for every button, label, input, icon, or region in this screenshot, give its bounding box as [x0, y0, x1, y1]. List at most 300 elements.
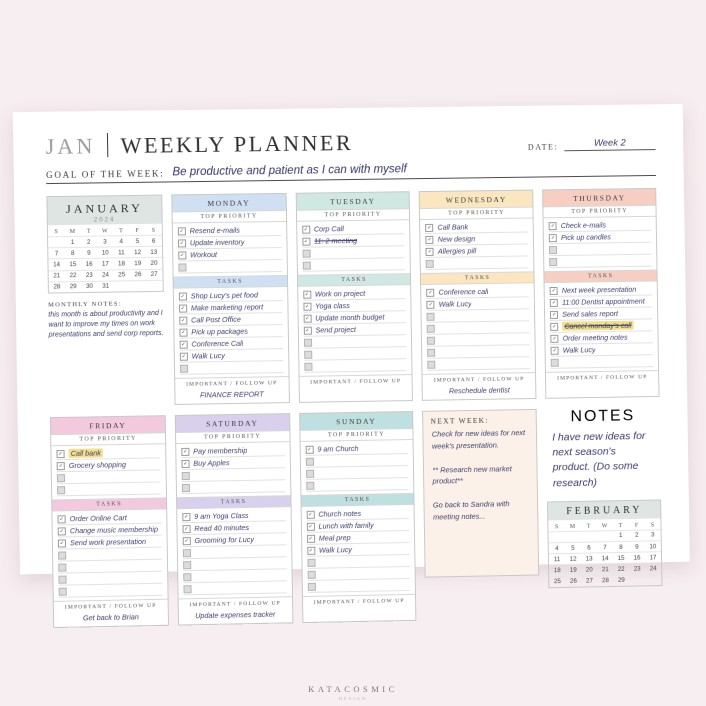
calendar-day-cell[interactable]: 6 — [581, 542, 597, 553]
checkbox-icon[interactable]: ✓ — [308, 511, 313, 518]
calendar-day-cell[interactable]: 21 — [597, 564, 613, 575]
checkbox-icon[interactable]: ✓ — [184, 537, 189, 544]
list-item-label: Order Online Cart — [69, 513, 127, 524]
next-week-body[interactable]: Check for new ideas for next week's presentation. ** Research new market product** Go back to Sandra with meeting notes... — [431, 428, 526, 522]
calendar-day-cell[interactable]: 16 — [629, 552, 645, 563]
important-follow-up-header: IMPORTANT / FOLLOW UP — [303, 594, 416, 608]
day-card-title: SATURDAY — [176, 414, 289, 432]
date-input[interactable]: Week 2 — [564, 137, 655, 151]
calendar-dow: S — [650, 522, 655, 529]
calendar-day-cell[interactable]: 11 — [113, 247, 129, 258]
calendar-day-cell[interactable]: 26 — [565, 576, 581, 587]
january-column — [46, 195, 165, 407]
calendar-day-cell[interactable]: 15 — [613, 553, 629, 564]
calendar-day-cell[interactable]: 9 — [629, 541, 645, 552]
calendar-dow: F — [634, 522, 639, 529]
checkbox-icon[interactable] — [428, 360, 436, 368]
checkbox-icon[interactable] — [58, 563, 66, 571]
calendar-day-cell[interactable]: 25 — [549, 576, 565, 587]
list-item-label: Walk Lucy — [191, 351, 225, 361]
list-item-label: Meal prep — [318, 533, 351, 543]
checkbox-icon[interactable] — [427, 312, 435, 320]
list-item[interactable] — [183, 581, 286, 595]
calendar-day-cell[interactable]: 29 — [613, 575, 629, 586]
calendar-day-cell[interactable]: 29 — [65, 281, 81, 292]
checkbox-icon[interactable] — [181, 471, 189, 479]
calendar-dow: S — [151, 227, 156, 234]
day-card-title: TUESDAY — [296, 192, 409, 210]
day-column-wednesday — [419, 190, 537, 401]
list-item-label: 9 am Church — [317, 443, 359, 454]
checkbox-icon[interactable] — [427, 324, 435, 332]
checkbox-icon[interactable]: ✓ — [551, 299, 557, 306]
checkbox-icon[interactable]: ✓ — [552, 323, 557, 330]
calendar-day-cell[interactable]: 15 — [65, 259, 81, 270]
checkbox-icon[interactable]: ✓ — [181, 341, 186, 348]
important-follow-up-header: IMPORTANT / FOLLOW UP — [423, 372, 536, 386]
checkbox-icon[interactable] — [57, 486, 65, 494]
tasks-list — [301, 505, 415, 596]
day-card-title: MONDAY — [172, 194, 285, 212]
day-card-saturday — [175, 413, 293, 625]
calendar-day-cell[interactable]: 27 — [146, 269, 162, 280]
tasks-header: TASKS — [421, 271, 534, 285]
calendar-day-cell[interactable]: 20 — [581, 564, 597, 575]
calendar-day-cell[interactable]: 26 — [130, 269, 146, 280]
calendar-day-cell[interactable]: 5 — [565, 542, 581, 553]
checkbox-icon[interactable]: ✓ — [550, 234, 556, 241]
calendar-week-row — [549, 574, 661, 587]
calendar-dow: T — [618, 522, 623, 529]
list-item-label: Next week presentation — [561, 284, 637, 295]
day-column-thursday — [542, 188, 659, 399]
tasks-header: TASKS — [177, 495, 290, 509]
list-item[interactable] — [182, 480, 285, 494]
checkbox-icon[interactable]: ✓ — [184, 525, 189, 532]
calendar-day-cell[interactable]: 8 — [64, 248, 80, 259]
list-item[interactable] — [180, 361, 283, 375]
checkbox-icon[interactable]: ✓ — [59, 515, 64, 522]
date-field-group — [528, 137, 656, 154]
checkbox-icon[interactable] — [307, 570, 315, 578]
calendar-day-cell[interactable]: 3 — [645, 530, 661, 541]
important-follow-up-header: IMPORTANT / FOLLOW UP — [178, 596, 291, 610]
tasks-header: TASKS — [52, 497, 166, 511]
important-follow-up-header: IMPORTANT / FOLLOW UP — [54, 599, 168, 613]
calendar-day-cell[interactable]: 3 — [97, 236, 113, 247]
day-card-monday — [171, 193, 289, 405]
goal-row — [46, 160, 656, 184]
tasks-list — [298, 285, 412, 376]
calendar-day-cell — [48, 237, 64, 248]
list-item[interactable] — [549, 255, 651, 268]
calendar-dow: T — [86, 228, 91, 235]
checkbox-icon[interactable]: ✓ — [552, 311, 557, 318]
important-follow-up-header: IMPORTANT / FOLLOW UP — [175, 376, 288, 390]
list-item[interactable] — [178, 260, 281, 274]
checkbox-icon[interactable]: ✓ — [427, 236, 432, 243]
tasks-header: TASKS — [301, 493, 414, 507]
list-item-label: Send project — [315, 324, 356, 335]
checkbox-icon[interactable]: ✓ — [179, 227, 184, 234]
monthly-notes-title: MONTHLY NOTES: — [48, 300, 122, 309]
calendar-day-cell — [645, 574, 661, 585]
checkbox-icon[interactable]: ✓ — [551, 287, 556, 294]
list-item-label: Grooming for Lucy — [194, 534, 255, 546]
list-item-label: Read 40 minutes — [194, 522, 250, 533]
important-follow-up-note[interactable] — [299, 386, 412, 402]
checkbox-icon[interactable]: ✓ — [183, 460, 188, 467]
calendar-day-cell[interactable]: 22 — [65, 270, 81, 281]
calendar-day-cell[interactable]: 4 — [549, 543, 565, 554]
calendar-day-cell[interactable]: 28 — [597, 575, 613, 586]
list-item[interactable] — [428, 357, 531, 371]
checkbox-icon[interactable] — [304, 338, 312, 346]
tasks-list — [421, 283, 535, 374]
calendar-day-cell[interactable]: 10 — [645, 541, 661, 552]
calendar-day-cell[interactable]: 10 — [97, 247, 113, 258]
list-item[interactable] — [306, 478, 409, 492]
calendar-day-cell[interactable]: 13 — [581, 553, 597, 564]
top-priority-list — [173, 222, 287, 277]
checkbox-icon[interactable]: ✓ — [305, 315, 310, 322]
top-priority-header: TOP PRIORITY — [420, 207, 533, 221]
checkbox-icon[interactable] — [549, 258, 557, 266]
list-item-label: Order meeting notes — [562, 332, 628, 343]
top-priority-list — [297, 220, 411, 275]
list-item-label: Pay membership — [193, 445, 248, 456]
january-month-name: JANUARY — [65, 200, 144, 216]
day-column-sunday — [299, 411, 417, 623]
checkbox-icon[interactable]: ✓ — [179, 239, 185, 246]
day-column-saturday — [175, 413, 293, 625]
checkbox-icon[interactable]: ✓ — [58, 462, 63, 469]
calendar-day-cell[interactable]: 28 — [49, 282, 65, 293]
list-item-label: Send sales report — [562, 308, 619, 319]
checkbox-icon[interactable] — [182, 483, 190, 491]
checkbox-icon[interactable]: ✓ — [181, 353, 186, 360]
january-calendar-card — [46, 195, 163, 294]
calendar-day-cell — [597, 531, 613, 542]
checkbox-icon[interactable]: ✓ — [308, 523, 313, 530]
checkbox-icon[interactable] — [302, 261, 310, 269]
checkbox-icon[interactable] — [426, 259, 434, 267]
day-column-friday — [50, 415, 169, 628]
checkbox-icon[interactable]: ✓ — [552, 347, 557, 354]
important-follow-up-header: IMPORTANT / FOLLOW UP — [299, 374, 412, 388]
checkbox-icon[interactable]: ✓ — [552, 335, 557, 342]
checkbox-icon[interactable]: ✓ — [182, 448, 188, 455]
list-item-label: Conference call — [438, 286, 489, 297]
checkbox-icon[interactable]: ✓ — [427, 224, 432, 231]
calendar-day-cell[interactable]: 31 — [97, 281, 113, 292]
important-follow-up-note[interactable]: Update expenses tracker — [195, 609, 276, 621]
calendar-dow: T — [586, 523, 591, 530]
brand-footer — [0, 684, 706, 701]
checkbox-icon[interactable] — [427, 336, 435, 344]
planner-page — [13, 104, 690, 623]
day-column-monday — [171, 193, 289, 405]
tasks-list — [177, 507, 292, 598]
calendar-dow: T — [119, 228, 123, 235]
calendar-day-cell[interactable]: 7 — [48, 248, 64, 259]
list-item-label: Check e-mails — [560, 220, 607, 231]
top-priority-header: TOP PRIORITY — [51, 432, 165, 446]
list-item-label: Conference Call — [191, 338, 244, 349]
checkbox-icon[interactable] — [427, 348, 435, 356]
important-follow-up-note[interactable]: Get back to Brian — [82, 612, 139, 623]
calendar-day-cell[interactable]: 18 — [549, 565, 565, 576]
checkbox-icon[interactable] — [549, 246, 557, 254]
checkbox-icon[interactable]: ✓ — [59, 527, 64, 534]
top-priority-header: TOP PRIORITY — [297, 208, 410, 222]
calendar-day-cell[interactable]: 13 — [146, 246, 162, 257]
calendar-day-cell[interactable]: 6 — [145, 235, 161, 246]
top-priority-list — [544, 217, 657, 271]
top-priority-header: TOP PRIORITY — [176, 430, 289, 444]
list-item-label: Pick up packages — [191, 326, 248, 337]
important-follow-up-note[interactable] — [303, 606, 416, 622]
february-calendar-card — [547, 499, 662, 588]
calendar-day-cell[interactable]: 22 — [613, 564, 629, 575]
list-item[interactable] — [551, 355, 653, 369]
tasks-header: TASKS — [173, 275, 286, 289]
monthly-notes-body[interactable]: this month is about productivity and I want to improve my times on work presentations and send corp reports. — [48, 309, 164, 339]
checkbox-icon[interactable] — [183, 549, 191, 557]
checkbox-icon[interactable]: ✓ — [308, 535, 313, 542]
checkbox-icon[interactable]: ✓ — [304, 291, 310, 298]
checkbox-icon[interactable]: ✓ — [307, 446, 312, 453]
day-card-sunday — [299, 411, 417, 623]
checkbox-icon[interactable] — [306, 481, 314, 489]
day-card-friday — [50, 415, 169, 628]
checkbox-icon[interactable] — [307, 558, 315, 566]
next-week-card[interactable] — [422, 409, 539, 578]
checkbox-icon[interactable] — [304, 362, 312, 370]
list-item-label: Call bank — [69, 448, 103, 458]
checkbox-icon[interactable] — [305, 457, 313, 465]
top-priority-header: TOP PRIORITY — [544, 205, 656, 219]
calendar-dow: W — [601, 523, 608, 530]
checkbox-icon[interactable]: ✓ — [179, 251, 185, 258]
list-item[interactable] — [59, 584, 163, 598]
list-item-label: Resend e-mails — [189, 225, 240, 236]
calendar-day-cell[interactable]: 23 — [81, 270, 97, 281]
day-card-title: THURSDAY — [543, 189, 655, 206]
calendar-day-cell[interactable]: 8 — [613, 541, 629, 552]
checkbox-icon[interactable]: ✓ — [427, 248, 433, 255]
list-item-label: Allergies pill — [437, 246, 477, 256]
page-title: WEEKLY PLANNER — [120, 129, 354, 158]
date-label: DATE: — [527, 142, 559, 152]
calendar-dow: S — [554, 524, 559, 531]
calendar-week-row — [49, 280, 163, 292]
notes-card[interactable] — [546, 407, 661, 492]
top-row — [46, 188, 659, 407]
calendar-day-cell[interactable]: 21 — [49, 270, 65, 281]
page-header — [45, 126, 655, 160]
checkbox-icon[interactable] — [59, 587, 67, 595]
checkbox-icon[interactable] — [307, 582, 315, 590]
calendar-day-cell[interactable]: 24 — [645, 563, 661, 574]
calendar-day-cell — [114, 281, 130, 292]
brand-name: KATACOSMIC — [308, 684, 398, 694]
checkbox-icon[interactable]: ✓ — [303, 238, 309, 245]
important-follow-up-header: IMPORTANT / FOLLOW UP — [546, 370, 658, 384]
calendar-day-cell[interactable]: 25 — [114, 269, 130, 280]
checkbox-icon[interactable]: ✓ — [550, 222, 555, 229]
checkbox-icon[interactable]: ✓ — [308, 547, 314, 554]
calendar-day-cell[interactable]: 16 — [81, 259, 97, 270]
day-card-title: WEDNESDAY — [420, 191, 533, 209]
calendar-day-cell[interactable]: 12 — [129, 247, 145, 258]
list-item-label: Send work presentation — [69, 536, 147, 548]
top-priority-header: TOP PRIORITY — [300, 428, 413, 442]
list-item[interactable] — [302, 258, 405, 272]
brand-sub: DESIGN — [338, 696, 368, 701]
checkbox-icon[interactable]: ✓ — [428, 289, 433, 296]
calendar-day-cell[interactable]: 2 — [629, 530, 645, 541]
tasks-header: TASKS — [298, 273, 411, 287]
calendar-day-cell — [581, 531, 597, 542]
calendar-dow: F — [135, 227, 139, 235]
list-item-label: Update month budget — [315, 312, 385, 323]
checkbox-icon[interactable]: ✓ — [304, 303, 310, 310]
calendar-dow: W — [101, 228, 108, 235]
list-item-label: 11: 2 meeting — [313, 235, 358, 246]
bottom-row — [50, 407, 663, 628]
calendar-day-cell[interactable]: 17 — [645, 552, 661, 563]
february-month-name: FEBRUARY — [566, 504, 643, 517]
calendar-day-cell[interactable]: 20 — [146, 258, 162, 269]
checkbox-icon[interactable]: ✓ — [58, 450, 63, 457]
calendar-day-cell — [130, 280, 146, 291]
list-item-label: Make marketing report — [190, 302, 264, 313]
list-item-label: 9 am Yoga Class — [194, 510, 249, 521]
checkbox-icon[interactable]: ✓ — [59, 539, 65, 547]
list-item-label: Call Bank — [437, 222, 469, 232]
day-card-title: SUNDAY — [300, 412, 413, 430]
calendar-day-cell[interactable]: 14 — [597, 553, 613, 564]
important-follow-up-note[interactable]: FINANCE REPORT — [199, 389, 264, 400]
list-item-label: Call Post Office — [191, 314, 241, 325]
calendar-day-cell[interactable]: 24 — [97, 270, 113, 281]
calendar-day-cell[interactable]: 9 — [81, 247, 97, 258]
top-priority-list — [420, 218, 533, 273]
calendar-day-cell — [146, 280, 162, 291]
checkbox-icon[interactable] — [183, 585, 191, 593]
goal-label: GOAL OF THE WEEK: — [46, 168, 165, 181]
day-card-title: FRIDAY — [51, 416, 165, 434]
calendar-day-cell[interactable]: 5 — [129, 235, 145, 246]
list-item-label: Grocery shopping — [68, 459, 127, 471]
list-item-label: Cancel monday's call — [564, 320, 632, 331]
goal-input[interactable]: Be productive and patient as I can with myself — [172, 163, 407, 179]
calendar-day-cell[interactable]: 27 — [581, 575, 597, 586]
day-card-thursday — [542, 188, 659, 399]
checkbox-icon[interactable] — [57, 474, 65, 482]
list-item-label: New design — [437, 234, 476, 244]
checkbox-icon[interactable]: ✓ — [181, 329, 186, 336]
calendar-day-cell[interactable]: 2 — [81, 236, 97, 247]
calendar-day-cell[interactable]: 30 — [81, 281, 97, 292]
notes-column — [546, 407, 663, 618]
checkbox-icon[interactable] — [183, 573, 191, 581]
calendar-day-cell[interactable]: 12 — [565, 553, 581, 564]
list-item[interactable] — [426, 256, 529, 269]
checkbox-icon[interactable] — [178, 263, 186, 271]
calendar-day-cell[interactable]: 1 — [613, 530, 629, 541]
calendar-dow: M — [569, 523, 576, 530]
checkbox-icon[interactable] — [302, 249, 310, 257]
important-follow-up-note[interactable]: Reschedule dentist — [448, 385, 510, 396]
checkbox-icon[interactable] — [183, 561, 191, 569]
calendar-day-cell[interactable]: 19 — [130, 258, 146, 269]
checkbox-icon[interactable]: ✓ — [428, 301, 433, 308]
calendar-day-cell[interactable]: 19 — [565, 565, 581, 576]
list-item-label: Church notes — [318, 508, 362, 519]
top-priority-list — [300, 440, 414, 495]
next-week-title: NEXT WEEK: — [430, 415, 489, 426]
checkbox-icon[interactable] — [304, 350, 312, 358]
checkbox-icon[interactable]: ✓ — [180, 293, 185, 300]
list-item[interactable] — [304, 359, 407, 373]
header-month: JAN — [45, 133, 96, 159]
checkbox-icon[interactable] — [551, 358, 559, 366]
important-follow-up-note[interactable] — [546, 382, 658, 398]
next-week-column — [422, 409, 540, 621]
calendar-day-cell — [565, 531, 581, 542]
checkbox-icon[interactable] — [58, 551, 66, 559]
list-item-label: Update inventory — [189, 237, 245, 248]
list-item-label: Buy Apples — [193, 458, 230, 468]
notes-body[interactable]: I have new ideas for next season's product. (Do some research) — [552, 429, 646, 490]
top-priority-header: TOP PRIORITY — [172, 210, 285, 224]
day-card-tuesday — [295, 191, 413, 403]
calendar-day-cell[interactable]: 11 — [549, 554, 565, 565]
february-calendar-table — [549, 521, 662, 587]
checkbox-icon[interactable]: ✓ — [305, 327, 310, 334]
tasks-list — [52, 509, 167, 600]
calendar-day-cell[interactable]: 17 — [97, 258, 113, 269]
list-item-label: Shop Lucy's pet food — [190, 290, 258, 301]
checkbox-icon[interactable]: ✓ — [303, 226, 309, 233]
checkbox-icon[interactable]: ✓ — [184, 513, 189, 520]
calendar-day-cell[interactable]: 18 — [113, 258, 129, 269]
calendar-day-cell[interactable]: 4 — [113, 236, 129, 247]
notes-title: NOTES — [570, 407, 636, 426]
calendar-day-cell[interactable]: 14 — [48, 259, 64, 270]
checkbox-icon[interactable] — [306, 469, 314, 477]
calendar-day-cell — [629, 575, 645, 586]
checkbox-icon[interactable] — [58, 575, 66, 583]
list-item-label: Corp Call — [313, 224, 344, 234]
top-priority-list — [51, 444, 165, 499]
list-item[interactable] — [307, 579, 410, 593]
january-calendar-table — [48, 227, 163, 293]
list-item-label: Change music membership — [69, 524, 159, 536]
checkbox-icon[interactable]: ✓ — [180, 317, 186, 324]
checkbox-icon[interactable] — [180, 364, 188, 372]
list-item-label: 11:00 Dentist appointment — [561, 296, 645, 307]
calendar-day-cell[interactable]: 7 — [597, 542, 613, 553]
list-item[interactable] — [57, 482, 161, 496]
list-item-label: Lunch with family — [318, 520, 374, 531]
tasks-list — [545, 281, 658, 371]
checkbox-icon[interactable]: ✓ — [180, 305, 186, 312]
calendar-day-cell[interactable]: 1 — [64, 236, 80, 247]
calendar-day-cell[interactable]: 23 — [629, 563, 645, 574]
